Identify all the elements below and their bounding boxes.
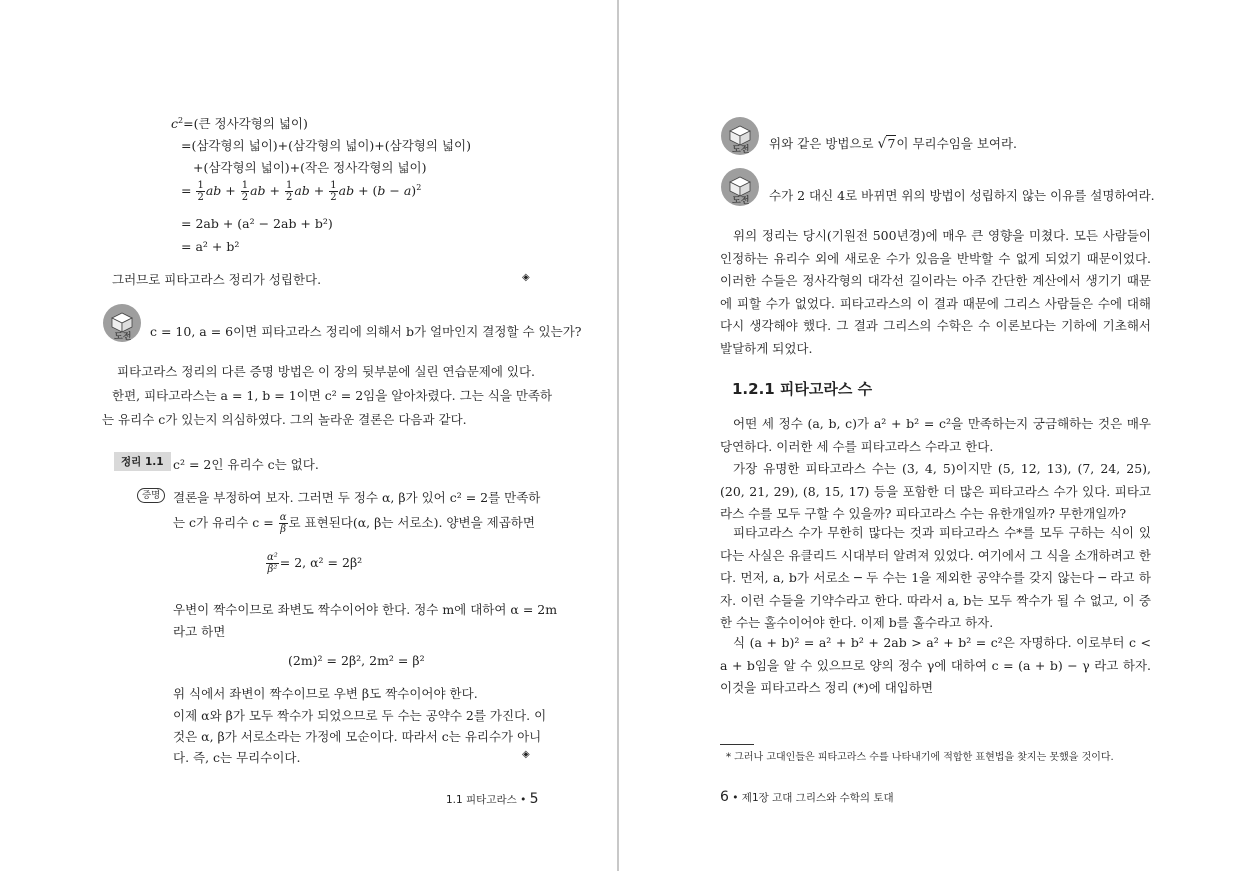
page-number: 5 [529, 791, 539, 807]
equation-1: $\frac{\text{α²}}{\text{β²}}$ = 2, α² = 2β² [267, 552, 363, 575]
proof-line-6: 이제 α와 β가 모두 짝수가 되었으므로 두 수는 공약수 2를 가진다. 이 [173, 708, 547, 723]
conclusion-text: 그러므로 피타고라스 정리가 성립한다. [112, 272, 322, 287]
challenge-icon [720, 116, 760, 156]
proof-line-1: 결론을 부정하여 보자. 그러면 두 정수 α, β가 있어 c² = 2를 만족하 [173, 490, 541, 505]
footnote-rule [720, 744, 754, 745]
challenge-label: 도전 [732, 196, 750, 206]
page-footer [720, 789, 894, 805]
paragraph-5: 식 (a + b)² = a² + b² + 2ab > a² + b² = c²은 자명하다. 이로부터 c < a + b임을 알 수 있으므로 양의 정수 γ에 대하여 c = (a + b) − γ 라고 하자. 이것을 피타고라스 정리 (*)에 대입하면 [720, 635, 1151, 695]
theorem-text: c² = 2인 유리수 c는 없다. [173, 457, 319, 472]
challenge-icon [720, 167, 760, 207]
qed-icon: ◈ [522, 272, 530, 283]
equation-2: (2m)² = 2β², 2m² = β² [288, 653, 425, 668]
proof-line-2: 는 c가 유리수 c = $\frac{\alpha}{\beta}$ 로 표현된다(α, β는 서로소). 양변을 제곱하면 [173, 512, 535, 535]
proof-line-7: 것은 α, β가 서로소라는 가정에 모순이다. 따라서 c는 유리수가 아니 [173, 729, 542, 744]
challenge-1-text: c = 10, a = 6이면 피타고라스 정리에 의해서 b가 얼마인지 결정할 수 있는가? [150, 324, 582, 339]
paragraph-line-1: 피타고라스 정리의 다른 증명 방법은 이 장의 뒷부분에 실린 연습문제에 있다. [117, 364, 536, 379]
paragraph-line-2: 한편, 피타고라스는 a = 1, b = 1이면 c² = 2임을 알아차렸다. 그는 식을 만족하 [112, 388, 553, 403]
challenge-label: 도전 [114, 332, 132, 342]
proof-line-8: 다. 즉, c는 무리수이다. [173, 750, 301, 765]
section-heading: 1.2.1 피타고라스 수 [732, 380, 873, 398]
footnote: * 그러나 고대인들은 피타고라스 수를 나타내기에 적합한 표현법을 찾지는 못했을 것이다. [726, 752, 1114, 763]
paragraph-3: 가장 유명한 피타고라스 수는 (3, 4, 5)이지만 (5, 12, 13), (7, 24, 25), (20, 21, 29), (8, 15, 17) 등을 포함한 더 많은 피타고라스 수가 있다. 피타고라스 수를 모두 구할 수 있을까? 피타고라스 수는 유한개일까? 무한개일까? [720, 461, 1151, 521]
paragraph-2: 어떤 세 정수 (a, b, c)가 a² + b² = c²을 만족하는지 궁금해하는 것은 매우 당연하다. 이러한 세 수를 피타고라스 수라고 한다. [720, 416, 1151, 454]
theorem-label: 정리 1.1 [114, 452, 171, 471]
proof-line-4: 라고 하면 [173, 624, 226, 639]
footer-text: 1.1 피타고라스 • [446, 794, 527, 806]
left-page [0, 0, 617, 871]
paragraph-1: 위의 정리는 당시(기원전 500년경)에 매우 큰 영향을 미쳤다. 모든 사람들이 인정하는 유리수 외에 새로운 수가 있음을 반박할 수 없게 되었기 때문이었다. 이러한 수들은 정사각형의 대각선 길이라는 아주 간단한 계산에서 생기기 때문에 피할 수가 없었다. 피타고라스의 이 결과 때문에 그리스 사람들은 수에 대해 다시 생각해야 했다. 그 결과 그리스의 수학은 수 이론보다는 기하에 기초해서 발달하게 되었다. [720, 228, 1151, 356]
derivation-line-5: = 2ab + (a² − 2ab + b²) [181, 216, 333, 231]
derivation-line-3: +(삼각형의 넓이)+(작은 정사각형의 넓이) [193, 160, 427, 175]
challenge-label: 도전 [732, 145, 750, 155]
paragraph-line-3: 는 유리수 c가 있는지 의심하였다. 그의 놀라운 결론은 다음과 같다. [102, 412, 467, 427]
proof-line-5: 위 식에서 좌변이 짝수이므로 우변 β도 짝수이어야 한다. [173, 686, 478, 701]
proof-line-3: 우변이 짝수이므로 좌변도 짝수이어야 한다. 정수 m에 대하여 α = 2m [173, 602, 558, 617]
proof-label: 증명 [137, 488, 165, 503]
derivation-line-6: = a² + b² [181, 239, 240, 254]
derivation-line-2: =(삼각형의 넓이)+(삼각형의 넓이)+(삼각형의 넓이) [181, 138, 471, 153]
footer-text: • 제1장 고대 그리스와 수학의 토대 [732, 792, 894, 804]
challenge-3-text: 수가 2 대신 4로 바뀌면 위의 방법이 성립하지 않는 이유를 설명하여라. [769, 188, 1155, 203]
page-number: 6 [720, 789, 729, 805]
challenge-icon [102, 303, 142, 343]
qed-icon: ◈ [522, 749, 530, 760]
challenge-2-text: 위와 같은 방법으로 √7이 무리수임을 보여라. [769, 136, 1018, 152]
page-footer [446, 791, 539, 807]
right-page [619, 0, 1236, 871]
derivation-line-4: = $\frac{1}{2}$ ab + $\frac{1}{2}$ ab + $\frac{1}{2}$ ab + $\frac{1}{2}$ ab + $(b - a)^2$ [181, 180, 422, 203]
derivation-line-1: $c^2=$(큰 정사각형의 넓이) [171, 115, 308, 131]
paragraph-4: 피타고라스 수가 무한히 많다는 것과 피타고라스 수*를 모두 구하는 식이 있다는 사실은 유클리드 시대부터 알려져 있었다. 여기에서 그 식을 소개하려고 한다. 먼저, a, b가 서로소 ─ 두 수는 1을 제외한 공약수를 갖지 않는다 ─ 라고 하자. 이런 수들을 기약수라고 한다. 따라서 a, b는 모두 짝수가 될 수 없고, 이 중 한 수는 홀수이어야 한다. 이제 b를 홀수라고 하자. [720, 525, 1151, 630]
